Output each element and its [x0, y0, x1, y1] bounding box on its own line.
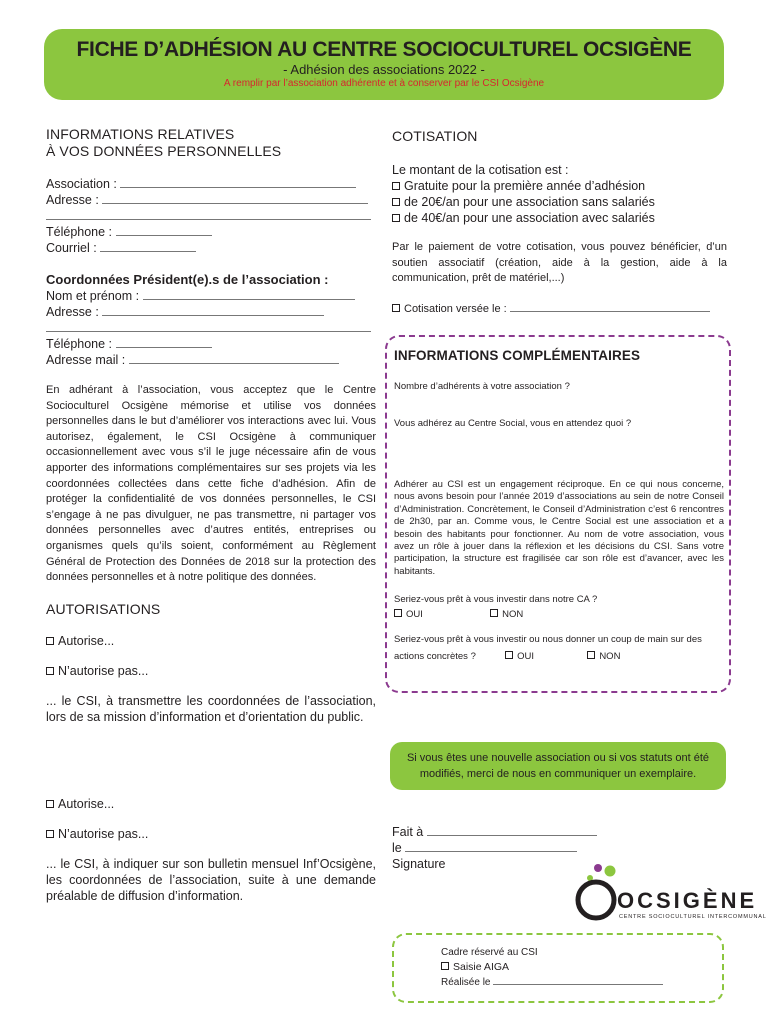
president-telephone-label: Téléphone : [46, 337, 113, 351]
telephone-field[interactable] [46, 224, 376, 240]
reserved-csi-box [392, 933, 724, 1003]
autorisation-1-text: ... le CSI, à transmettre les coordonnées de l’association, lors de sa mission d’information et d’orientation du public. [46, 694, 376, 724]
engagement-text: Adhérer au CSI est un engagement réciproque. En ce qui nous concerne, nous avons besoin pour l’année 2019 d’associations au sein de notre Conseil d’Administration. Concrètement, le Conseil d’Administration c’est 6 rencontres de 2h30, par an. Comme vous, le Centre Social est une association et a besoin des habitants pour fonctionner. Au nom de votre association, vous avez un rôle à jouer dans la réflexion et les décisions du CSI. Sans votre participation, la structure est fragilisée car son rôle est d’avancer, avec les habitants. [394, 479, 724, 577]
checkbox-icon[interactable] [490, 609, 498, 617]
realisee-field[interactable] [441, 975, 721, 990]
nautorise-option-1[interactable]: N’autorise pas... [46, 663, 376, 679]
form-subtitle: - Adhésion des associations 2022 - [283, 62, 485, 77]
courriel-field[interactable] [46, 240, 376, 256]
checkbox-icon[interactable] [392, 198, 400, 206]
form-note: A remplir par l’association adhérente et à conserver par le CSI Ocsigène [223, 78, 545, 89]
cotisation-option-free[interactable]: Gratuite pour la première année d’adhésion [392, 178, 727, 194]
checkbox-icon[interactable] [46, 830, 54, 838]
checkbox-icon[interactable] [392, 304, 400, 312]
checkbox-icon[interactable] [46, 637, 54, 645]
rgpd-section [46, 383, 376, 586]
checkbox-icon[interactable] [392, 182, 400, 190]
president-heading: Coordonnées Président(e).s de l’association : [46, 272, 329, 287]
ca-non-option[interactable]: NON [490, 609, 523, 620]
checkbox-icon[interactable] [46, 667, 54, 675]
autorisations-heading: AUTORISATIONS [46, 601, 161, 617]
checkbox-icon[interactable] [394, 609, 402, 617]
personal-heading-line2: À VOS DONNÉES PERSONNELLES [46, 143, 282, 159]
cotisation-payment-text: Par le paiement de votre cotisation, vous pouvez bénéficier, d’un soutien associatif (création, aide à la gestion, aide à la communication, prêt de matériel,...) [392, 241, 727, 285]
personal-heading-line1: INFORMATIONS RELATIVES [46, 126, 235, 142]
association-label: Association : [46, 177, 117, 191]
courriel-label: Courriel : [46, 241, 97, 255]
adresse-label: Adresse : [46, 193, 99, 207]
president-adresse-field[interactable] [46, 304, 376, 320]
president-name-label: Nom et prénom : [46, 289, 140, 303]
checkbox-icon[interactable] [392, 214, 400, 222]
complementary-info-panel [385, 335, 731, 693]
cotisation-intro: Le montant de la cotisation est : [392, 163, 569, 177]
ca-question: Seriez-vous prêt à vous investir dans notre CA ? [394, 594, 598, 606]
help-question-block [394, 631, 712, 665]
autorisation-2-text: ... le CSI, à indiquer sur son bulletin mensuel Inf’Ocsigène, les coordonnées de l’association, suite à une demande préalable de diffusion d’information. [46, 857, 376, 903]
cotisation-heading: COTISATION [392, 128, 478, 144]
help-non-option[interactable]: NON [587, 651, 620, 662]
association-field[interactable] [46, 176, 376, 192]
logo-name: OCSIGÈNE [617, 888, 758, 913]
president-mail-field[interactable] [46, 352, 376, 368]
checkbox-icon[interactable] [505, 651, 513, 659]
new-association-note [390, 742, 726, 790]
signature-label: Signature [392, 857, 446, 871]
president-adresse-label: Adresse : [46, 305, 99, 319]
president-mail-label: Adresse mail : [46, 353, 126, 367]
expectation-question: Vous adhérez au Centre Social, vous en attendez quoi ? [394, 418, 632, 429]
rgpd-text: En adhérant à l’association, vous acceptez que le Centre Socioculturel Ocsigène mémorise et utilise vos données personnelles dans le but d’améliorer vos interactions avec lui. Vous autorisez, également, le CSI Ocsigène à communiquer occasionnellement avec vous s’il le juge nécessaire afin de vous apporter des informations complémentaires sur ses projets via les coordonnées collectées dans cette fiche d’adhésion. Afin de protéger la confidentialité de vos données personnelles, le CSI s’engage à ne pas divulguer, ne pas transmettre, ni partager vos données personnelles avec d’autres entités, entreprises ou organismes quels qu’ils soient, conformément au Règlement Général de Protection des Données de 2018 sur la protection des données personnelles et à notre politique des données. [46, 384, 376, 584]
form-title: FICHE D’ADHÉSION AU CENTRE SOCIOCULTUREL OCSIGÈNE [76, 38, 692, 61]
form-header [44, 29, 724, 100]
telephone-label: Téléphone : [46, 225, 113, 239]
ca-options [394, 608, 724, 621]
help-question: Seriez-vous prêt à vous investir ou nous donner un coup de main sur des actions concrètes ? [394, 634, 702, 663]
saisie-aiga-option[interactable]: Saisie AIGA [441, 960, 721, 975]
autorisations-section [46, 601, 376, 725]
cotisation-paid-field[interactable]: Cotisation versée le : [392, 301, 727, 317]
autorisations-section-2 [46, 796, 376, 904]
fait-a-label: Fait à [392, 825, 424, 839]
checkbox-icon[interactable] [441, 962, 449, 970]
complementary-heading: INFORMATIONS COMPLÉMENTAIRES [394, 348, 641, 363]
personal-data-section [46, 126, 376, 256]
checkbox-icon[interactable] [46, 800, 54, 808]
adresse-field[interactable] [46, 192, 376, 208]
cotisation-option-40[interactable]: de 40€/an pour une association avec salariés [392, 210, 727, 226]
logo-tagline: CENTRE SOCIOCULTUREL INTERCOMMUNAL [619, 914, 767, 920]
president-name-field[interactable] [46, 288, 376, 304]
date-label: le [392, 841, 402, 855]
president-section [46, 272, 376, 368]
realisee-label: Réalisée le [441, 977, 491, 988]
autorise-option-2[interactable]: Autorise... [46, 796, 376, 812]
date-field[interactable] [392, 840, 727, 856]
president-telephone-field[interactable] [46, 336, 376, 352]
autorise-option-1[interactable]: Autorise... [46, 633, 376, 649]
ca-oui-option[interactable]: OUI [394, 609, 423, 620]
cotisation-option-20[interactable]: de 20€/an pour une association sans salariés [392, 194, 727, 210]
fait-a-field[interactable] [392, 824, 727, 840]
reserved-title: Cadre réservé au CSI [441, 947, 538, 958]
help-oui-option[interactable]: OUI [505, 651, 534, 662]
ocsigene-logo [572, 862, 767, 928]
new-association-note-text: Si vous êtes une nouvelle association ou si vos statuts ont été modifiés, merci de nous en communiquer un exemplaire. [406, 752, 710, 780]
ocsigene-logo-icon [572, 862, 767, 928]
members-question: Nombre d’adhérents à votre association ? [394, 381, 570, 392]
checkbox-icon[interactable] [587, 651, 595, 659]
cotisation-section [392, 128, 727, 317]
nautorise-option-2[interactable]: N’autorise pas... [46, 826, 376, 842]
